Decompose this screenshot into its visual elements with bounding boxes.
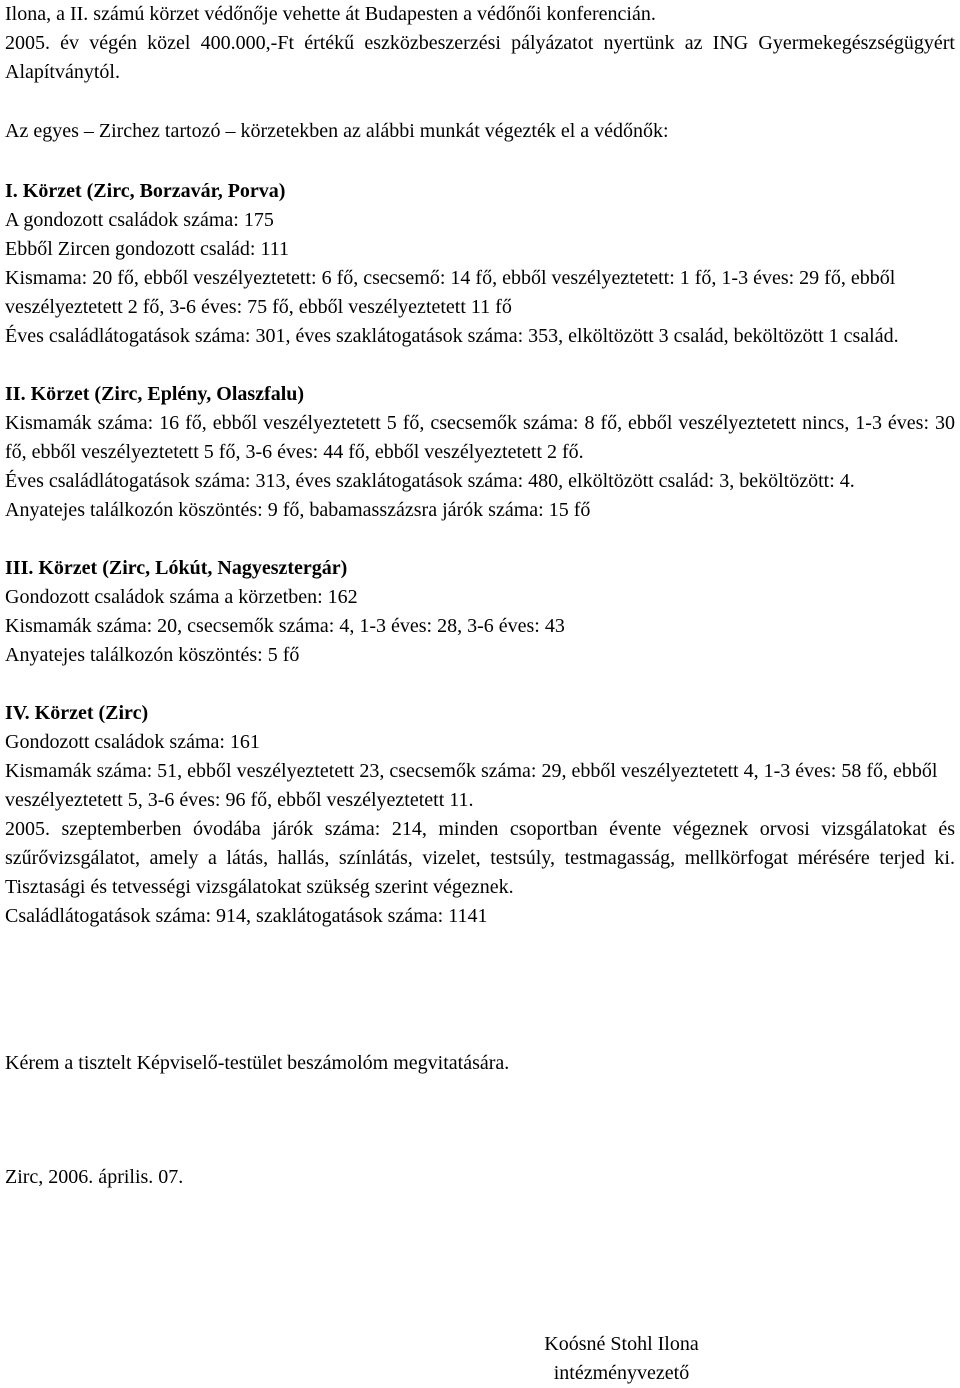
- section-line: Családlátogatások száma: 914, szaklátogatások száma: 1141: [5, 905, 488, 927]
- section-line: Éves családlátogatások száma: 313, éves szaklátogatások száma: 480, elköltözött család: 3, beköltözött: 4.: [5, 470, 855, 492]
- section-line: Anyatejes találkozón köszöntés: 9 fő, babamasszázsra járók száma: 15 fő: [5, 499, 591, 521]
- section-line: Kismama: 20 fő, ebből veszélyeztetett: 6 fő, csecsemő: 14 fő, ebből veszélyeztetett: 1 fő, 1-3 éves: 29 fő, ebből veszélyeztetett 2 fő, 3-6 éves: 75 fő, ebből veszélyeztetett 11 fő: [5, 267, 896, 318]
- section-heading: II. Körzet (Zirc, Eplény, Olaszfalu): [5, 383, 305, 405]
- section-district-3: [5, 554, 955, 670]
- section-line: Ebből Zircen gondozott család: 111: [5, 238, 289, 260]
- section-line: Anyatejes találkozón köszöntés: 5 fő: [5, 644, 300, 666]
- section-line: Gondozott családok száma a körzetben: 162: [5, 586, 358, 608]
- intro-line: Ilona, a II. számú körzet védőnője vehette át Budapesten a védőnői konferencián.: [5, 3, 656, 25]
- document-page: [5, 0, 955, 1192]
- section-heading: IV. Körzet (Zirc): [5, 702, 149, 724]
- section-district-1: [5, 177, 955, 351]
- section-line: Gondozott családok száma: 161: [5, 731, 260, 753]
- closing-request: Kérem a tisztelt Képviselő-testület beszámolóm megvitatására.: [5, 1052, 510, 1074]
- intro-summary: Az egyes – Zirchez tartozó – körzetekben az alábbi munkát végezték el a védőnők:: [5, 120, 669, 142]
- section-line: Kismamák száma: 16 fő, ebből veszélyeztetett 5 fő, csecsemők száma: 8 fő, ebből veszélyeztetett nincs, 1-3 éves: 30 fő, ebből veszélyeztetett 5 fő, 3-6 éves: 44 fő, ebből veszélyeztetett 2 fő.: [5, 412, 955, 463]
- signature-block: [519, 1330, 724, 1388]
- place-date: Zirc, 2006. április. 07.: [5, 1166, 184, 1188]
- intro-grant-paragraph: 2005. év végén közel 400.000,-Ft értékű eszközbeszerzési pályázatot nyertünk az ING Gyermekegészségügyért Alapítványtól.: [5, 32, 955, 83]
- section-heading: III. Körzet (Zirc, Lókút, Nagyesztergár): [5, 557, 348, 579]
- section-district-4: [5, 699, 955, 931]
- section-district-2: [5, 380, 955, 525]
- section-line: A gondozott családok száma: 175: [5, 209, 274, 231]
- section-line: Éves családlátogatások száma: 301, éves szaklátogatások száma: 353, elköltözött 3 család, beköltözött 1 család.: [5, 325, 899, 347]
- signature-title: intézményvezető: [553, 1362, 690, 1384]
- section-line: 2005. szeptemberben óvodába járók száma: 214, minden csoportban évente végeznek orvosi vizsgálatokat és szűrővizsgálatot, amely a látás, hallás, színlátás, vizelet, testsúly, testmagasság, mellkörfogat mérésére terjed ki. Tisztasági és tetvességi vizsgálatokat szükség szerint végeznek.: [5, 818, 955, 898]
- section-heading: I. Körzet (Zirc, Borzavár, Porva): [5, 180, 286, 202]
- section-line: Kismamák száma: 51, ebből veszélyeztetett 23, csecsemők száma: 29, ebből veszélyeztetett 4, 1-3 éves: 58 fő, ebből veszélyeztetett 5, 3-6 éves: 96 fő, ebből veszélyeztetett 11.: [5, 760, 938, 811]
- section-line: Kismamák száma: 20, csecsemők száma: 4, 1-3 éves: 28, 3-6 éves: 43: [5, 615, 565, 637]
- signature-name: Koósné Stohl Ilona: [544, 1333, 699, 1355]
